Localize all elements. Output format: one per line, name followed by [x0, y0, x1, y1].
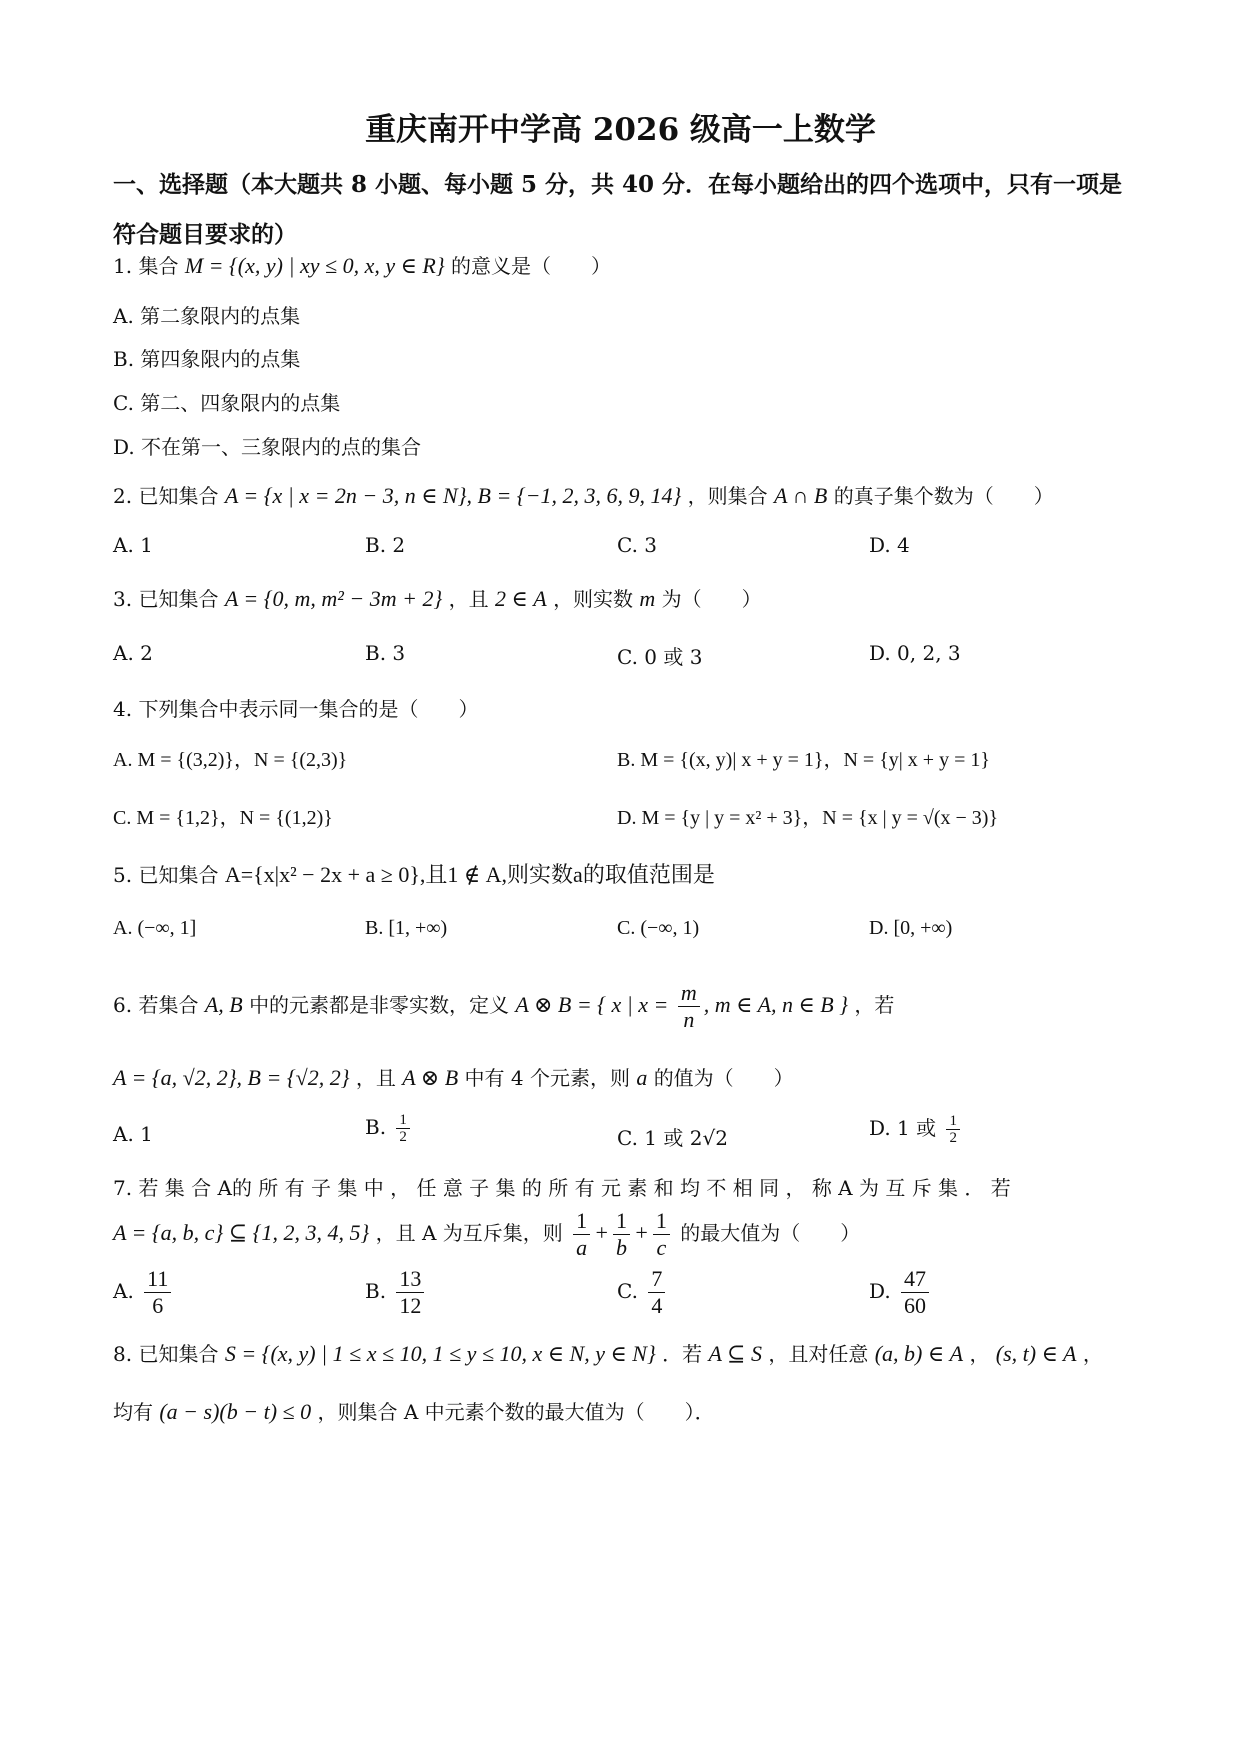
q6-product: A ⊗ B: [402, 1065, 459, 1090]
q8-inequality: (a − s)(b − t) ≤ 0: [159, 1399, 312, 1424]
question-7-line2: A = {a, b, c} ⊆ {1, 2, 3, 4, 5} ，且 A 为互斥集，则 $\frac{1}{a}$ + $\frac{1}{b}$ + $\frac{1}{c}$ 的最大值为（ ）: [113, 1208, 861, 1260]
q4-option-a: A. M = {(3,2)}，N = {(2,3)}: [113, 749, 348, 771]
q3-membership: 2 ∈ A: [494, 586, 547, 611]
q5-set-expression: A={x|x² − 2x + a ≥ 0},且1 ∉ A,则实数a的取值范围是: [224, 862, 715, 887]
q3-option-a: A. 2: [113, 641, 153, 665]
q5-stem-pre: 5. 已知集合: [113, 863, 219, 887]
q6-option-b: B. $\frac{1}{2}$: [365, 1112, 414, 1145]
q6-set-values: A = {a, √2, 2}, B = {√2, 2}: [113, 1065, 350, 1090]
q6-option-c: C. 1 或 2√2: [617, 1126, 728, 1150]
q6-option-a: A. 1: [113, 1122, 153, 1146]
q3-option-d: D. 0, 2, 3: [869, 641, 961, 665]
q1-option-c: C. 第二、四象限内的点集: [113, 391, 341, 415]
question-6-stem: [113, 980, 894, 1033]
q3-option-b: B. 3: [365, 641, 406, 665]
q2-option-b: B. 2: [365, 533, 406, 557]
q7-option-c: C. $\frac{7}{4}$: [617, 1266, 669, 1319]
q1-option-b: B. 第四象限内的点集: [113, 347, 301, 371]
q5-option-b: B. [1, +∞): [365, 917, 448, 939]
q7-set-expression: A = {a, b, c} ⊆ {1, 2, 3, 4, 5}: [113, 1220, 370, 1245]
q4-option-b: B. M = {(x, y)| x + y = 1}，N = {y| x + y = 1}: [617, 749, 990, 771]
q6-stem-post: ，若: [854, 993, 895, 1017]
q6-stem-mid: 中的元素都是非零实数，定义: [249, 993, 510, 1017]
q1-stem-post: 的意义是（ ）: [451, 254, 612, 278]
q2-option-a: A. 1: [113, 533, 153, 557]
question-7-stem: 7. 若 集 合 A的 所 有 子 集 中 ， 任 意 子 集 的 所 有 元 素 和 均 不 相 同 ， 称 A 为 互 斥 集 ． 若: [113, 1176, 1011, 1200]
q8-pair-st: (s, t) ∈ A: [995, 1341, 1077, 1366]
q2-stem-post: 的真子集个数为（ ）: [833, 484, 1054, 508]
q2-stem-pre: 2. 已知集合: [113, 484, 219, 508]
q7-option-a: A. $\frac{11}{6}$: [113, 1266, 175, 1319]
q6-definition-right: , m ∈ A, n ∈ B }: [703, 992, 849, 1017]
q6-line2-mid2: 中有 4 个元素，则: [464, 1066, 630, 1090]
q5-option-c: C. (−∞, 1): [617, 917, 700, 939]
q3-stem-pre: 3. 已知集合: [113, 587, 219, 611]
q5-option-a: A. (−∞, 1]: [113, 917, 197, 939]
q2-option-c: C. 3: [617, 533, 658, 557]
q6-stem-pre: 6. 若集合: [113, 993, 199, 1017]
q6-fraction-m-over-n: $\frac{m}{n}$: [678, 980, 700, 1033]
q1-option-a: A. 第二象限内的点集: [113, 304, 301, 328]
q7-fraction-1-over-c: $\frac{1}{c}$: [653, 1208, 670, 1261]
q2-intersection: A ∩ B: [773, 483, 828, 508]
q6-option-b-fraction: $\frac{1}{2}$: [396, 1112, 410, 1145]
q8-set-expression: S = {(x, y) | 1 ≤ x ≤ 10, 1 ≤ y ≤ 10, x ∈ N, y ∈ N}: [224, 1341, 656, 1366]
q7-option-d: D. $\frac{47}{60}$: [869, 1266, 933, 1319]
q1-set-expression: M = {(x, y) | xy ≤ 0, x, y ∈ R}: [184, 253, 445, 278]
q6-definition-left: A ⊗ B = { x | x =: [515, 992, 674, 1017]
question-8-stem: 8. 已知集合 S = {(x, y) | 1 ≤ x ≤ 10, 1 ≤ y ≤ 10, x ∈ N, y ∈ N} ．若 A ⊆ S ，且对任意 (a, b) ∈ A ， (s, t) ∈ A ，: [113, 1341, 1103, 1366]
q4-option-d: D. M = {y | y = x² + 3}，N = {x | y = √(x − 3)}: [617, 807, 999, 829]
q7-option-b: B. $\frac{13}{12}$: [365, 1266, 428, 1319]
question-8-line2: 均有 (a − s)(b − t) ≤ 0 ，则集合 A 中元素个数的最大值为（ ）．: [113, 1399, 715, 1424]
question-5-stem: [113, 858, 715, 889]
q3-variable: m: [639, 586, 656, 611]
q3-set-expression: A = {0, m, m² − 3m + 2}: [224, 586, 443, 611]
q6-line2-mid: ，且: [355, 1066, 396, 1090]
page-title: 重庆南开中学高 2026 级高一上数学: [365, 112, 876, 148]
question-1-stem: [113, 250, 611, 279]
question-3-stem: [113, 583, 762, 612]
question-6-line2: [113, 1062, 794, 1091]
q1-stem-pre: 1. 集合: [113, 254, 179, 278]
q8-stem-pre: 8. 已知集合: [113, 1342, 219, 1366]
q3-stem-mid2: ，则实数: [553, 587, 634, 611]
q6-sets: A, B: [204, 992, 243, 1017]
question-2-stem: [113, 480, 1054, 509]
q6-option-d: D. 1 或 $\frac{1}{2}$: [869, 1112, 964, 1146]
q3-stem-post: 为（ ）: [661, 587, 762, 611]
q6-option-d-fraction: $\frac{1}{2}$: [946, 1113, 960, 1146]
q8-subset: A ⊆ S: [708, 1341, 762, 1366]
q7-fraction-1-over-b: $\frac{1}{b}$: [613, 1208, 630, 1261]
q7-line2-post: 的最大值为（ ）: [680, 1221, 861, 1245]
q2-option-d: D. 4: [869, 533, 910, 557]
question-4-stem: 4. 下列集合中表示同一集合的是（ ）: [113, 697, 479, 721]
q1-option-d: D. 不在第一、三象限内的点的集合: [113, 435, 422, 459]
q5-option-d: D. [0, +∞): [869, 917, 953, 939]
q7-fraction-1-over-a: $\frac{1}{a}$: [573, 1208, 590, 1261]
section-heading: 一、选择题（本大题共 8 小题、每小题 5 分，共 40 分．在每小题给出的四个选项中，只有一项是符合题目要求的）: [113, 171, 1123, 248]
q4-option-c: C. M = {1,2}，N = {(1,2)}: [113, 807, 333, 829]
q8-pair-ab: (a, b) ∈ A: [874, 1341, 964, 1366]
q2-set-expression: A = {x | x = 2n − 3, n ∈ N}, B = {−1, 2, 3, 6, 9, 14}: [224, 483, 682, 508]
q2-stem-mid: ，则集合: [687, 484, 768, 508]
q6-variable-a: a: [636, 1065, 648, 1090]
q7-line2-mid: ，且 A 为互斥集，则: [375, 1221, 563, 1245]
q3-option-c: C. 0 或 3: [617, 645, 703, 669]
q3-stem-mid: ，且: [448, 587, 489, 611]
q6-line2-post: 的值为（ ）: [653, 1066, 794, 1090]
